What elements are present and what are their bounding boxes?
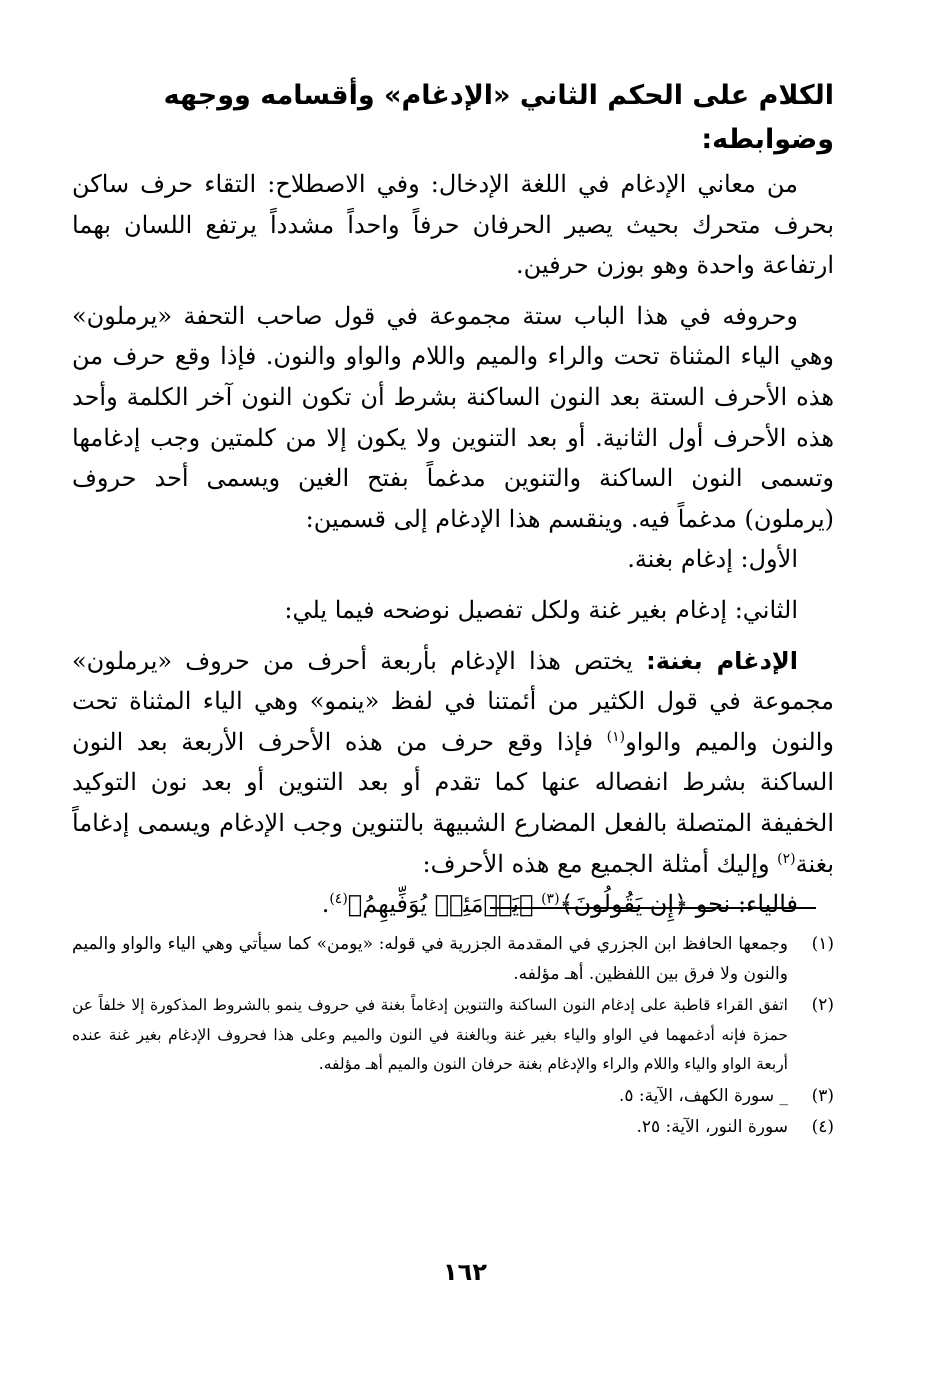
footnote-1 <box>72 930 834 989</box>
text-segment: يختص هذا الإدغام بأربعة أحرف من حروف «يرملون» مجموعة في قول الكثير من أئمتنا في لفظ «ينمو» وهي الياء المثناة تحت والنون والميم والواو <box>72 646 835 756</box>
footnote-text: _ سورة الكهف، الآية: ٥. <box>618 1085 788 1106</box>
footnote-number: (١) <box>811 934 834 954</box>
footnote-2 <box>72 991 834 1080</box>
footnotes <box>72 930 834 1145</box>
section-heading: الكلام على الحكم الثاني «الإدغام» وأقسامه ووجهه وضوابطه: <box>163 80 834 155</box>
paragraph-examples <box>72 884 834 925</box>
footnote-number: (٢) <box>811 995 834 1015</box>
footnote-number: (٤) <box>811 1117 834 1137</box>
text-segment: وإليك أمثلة الجميع مع هذه الأحرف: <box>422 849 778 878</box>
paragraph-idgham-ghunna <box>72 641 834 885</box>
footnote-ref-1[interactable]: (١) <box>606 728 626 745</box>
footnote-ref-2[interactable]: (٢) <box>777 850 796 867</box>
quran-example-1: فالياء: نحو ﴿إِن يَقُولُونَ﴾ <box>559 890 798 919</box>
footnote-separator <box>490 907 816 909</box>
subheading-idgham-ghunna: الإدغام بغنة: <box>646 646 798 675</box>
footnote-text: وجمعها الحافظ ابن الجزري في المقدمة الجزرية في قوله: «يومن» كما سيأتي وهي الياء والواو والميم والنون ولا فرق بين اللفظين. أهـ مؤلفه. <box>72 934 788 984</box>
text-segment: . <box>321 890 330 919</box>
footnote-number: (٣) <box>811 1085 834 1106</box>
quran-example-2: ﴿يَوۡمَئِذٖ يُوَفِّيهِمُ﴾ <box>347 890 542 919</box>
paragraph-definition: من معاني الإدغام في اللغة الإدخال: وفي الاصطلاح: التقاء حرف ساكن بحرف متحرك بحيث يصير الحرفان حرفاً واحداً مشدداً يرتفع اللسان بهما ارتفاعة واحدة وهو بوزن حرفين. <box>72 170 834 280</box>
paragraph-first-type: الأول: إدغام بغنة. <box>627 545 798 574</box>
footnote-4 <box>72 1113 834 1143</box>
footnote-text: اتفق القراء قاطبة على إدغام النون الساكنة والتنوين إدغاماً بغنة في حروف ينمو بالشروط المذكورة إلا خلفاً عن حمزة فإنه أدغمهما في الواو والياء بغير غنة وبالغنة في النون والميم وعلى هذا فحروف الإدغام بغير غنة عنده أربعة الواو والياء واللام والراء والإدغام بغنة حرفان النون والميم أهـ مؤلفه. <box>72 996 788 1073</box>
text-segment: فإذا وقع حرف من هذه الأحرف الأربعة بعد النون الساكنة بشرط انفصاله عنها كما تقدم أو بعد التنوين أو بعد نون التوكيد الخفيفة المتصلة بالفعل المضارع الشبيهة بالتنوين وجب الإدغام ويسمى إدغاماً بغنة <box>72 727 834 878</box>
footnote-text: سورة النور، الآية: ٢٥. <box>636 1117 788 1137</box>
page-number: ١٦٢ <box>443 1258 487 1286</box>
main-text <box>72 164 834 925</box>
paragraph-second-type: الثاني: إدغام بغير غنة ولكل تفصيل نوضحه فيما يلي: <box>284 595 798 624</box>
footnote-ref-4[interactable]: (٤) <box>329 891 348 908</box>
footnote-3 <box>72 1082 834 1112</box>
paragraph-letters: وحروفه في هذا الباب ستة مجموعة في قول صاحب التحفة «يرملون» وهي الياء المثناة تحت والراء والميم واللام والواو والنون. فإذا وقع حرف من هذه الأحرف الستة بعد النون الساكنة بشرط أن تكون النون آخر الكلمة وأحد هذه الأحرف أول الثانية. أو بعد التنوين ولا يكون إلا من كلمتين وجب إدغامها وتسمى النون الساكنة والتنوين مدغماً بفتح الغين ويسمى أحد حروف (يرملون) مدغماً فيه. وينقسم هذا الإدغام إلى قسمين: <box>72 301 834 533</box>
footnote-ref-3[interactable]: (٣) <box>541 891 560 908</box>
